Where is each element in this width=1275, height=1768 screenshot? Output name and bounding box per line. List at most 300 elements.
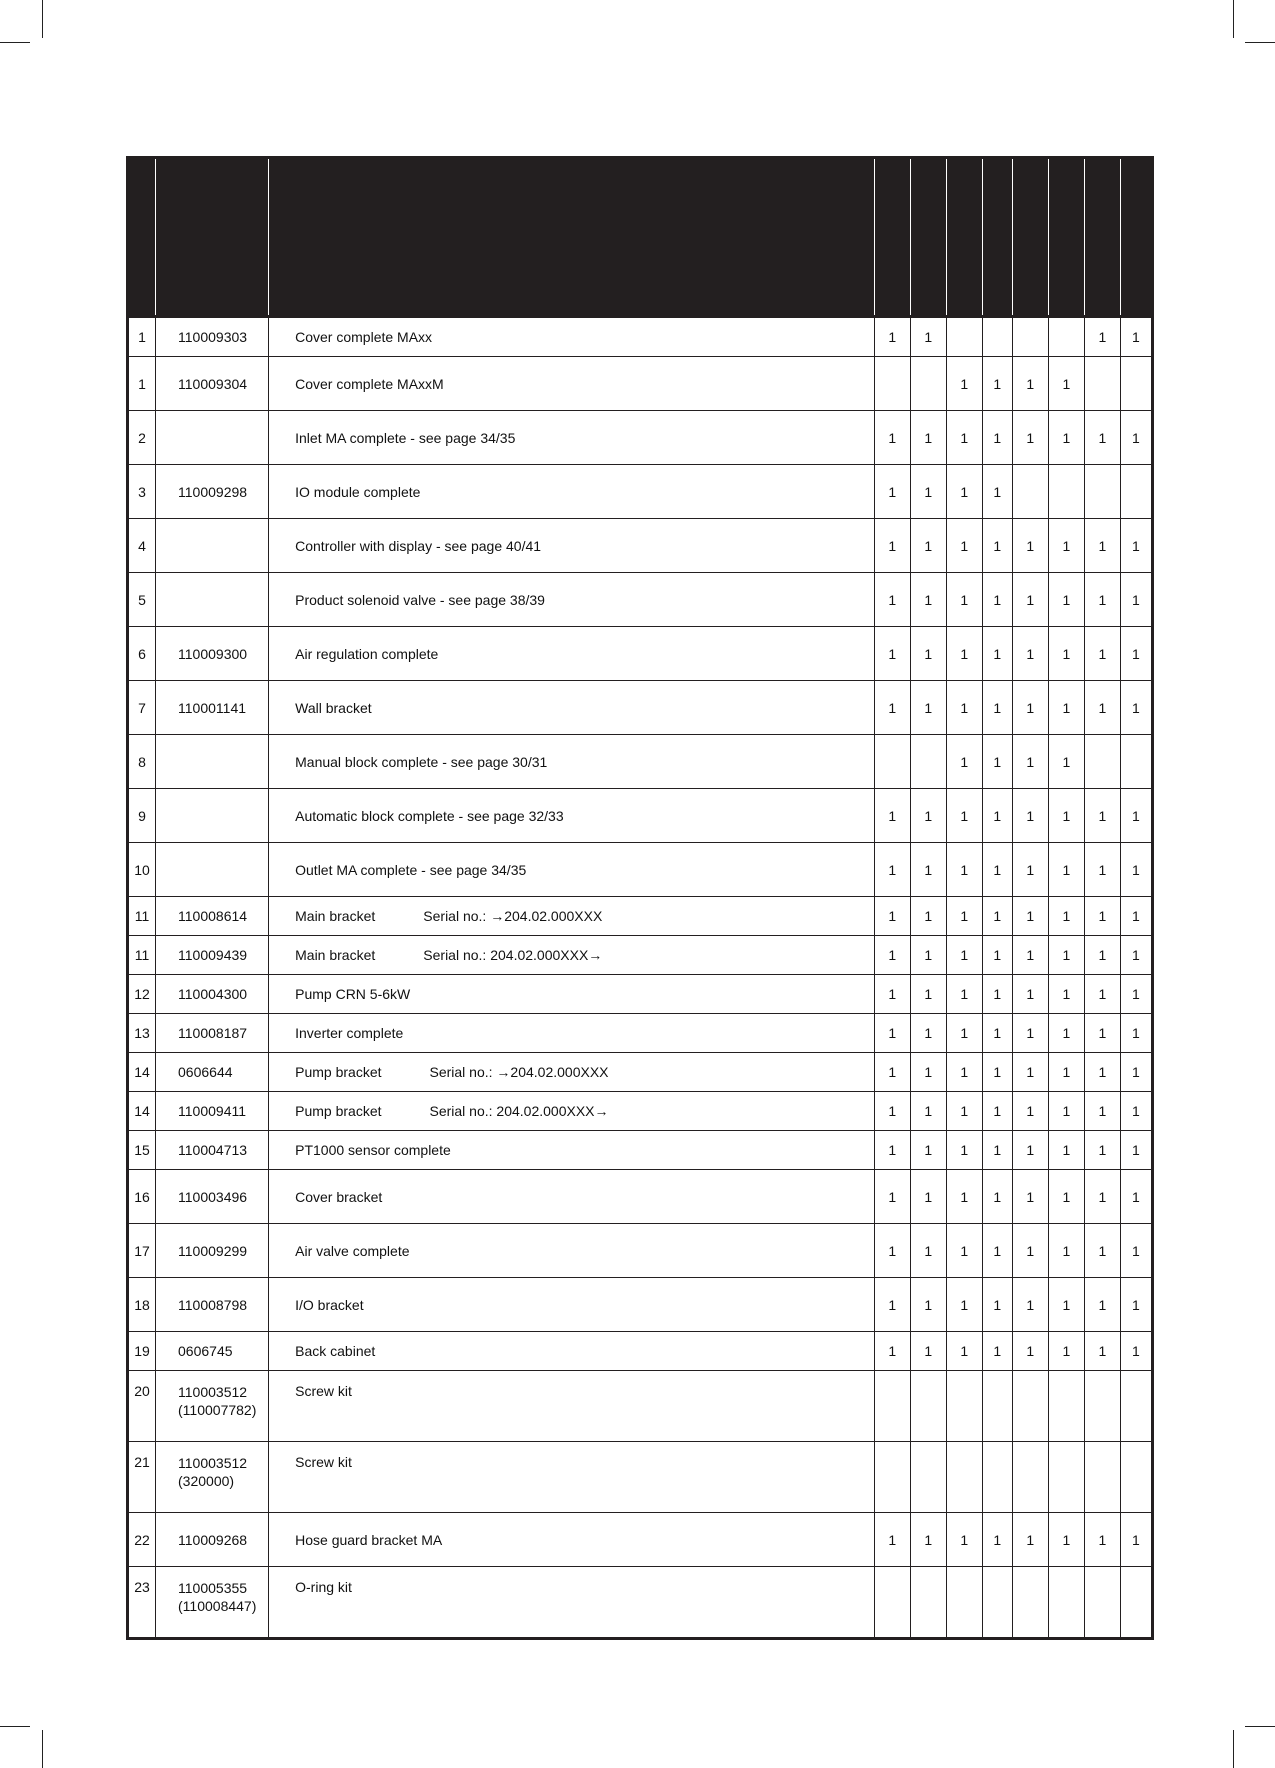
part-number-cell [156,1278,269,1332]
qty-cell: 1 [874,1513,910,1567]
qty-cell: 1 [946,1224,982,1278]
qty-cell: 1 [946,1131,982,1170]
qty-cell: 1 [1048,1278,1084,1332]
table-row [128,897,1153,936]
qty-cell [1048,1442,1084,1513]
qty-cell: 1 [1012,789,1048,843]
pos-cell: 2 [128,411,156,465]
table-row [128,681,1153,735]
qty-cell: 1 [982,936,1012,975]
qty-cell: 1 [910,519,946,573]
qty-cell: 1 [1120,789,1152,843]
description-cell [269,411,875,465]
qty-cell: 1 [946,1278,982,1332]
qty-cell: 1 [946,789,982,843]
description-text: PT1000 sensor complete [295,1142,451,1158]
description-cell [269,1371,875,1442]
qty-cell: 1 [1084,1332,1120,1371]
qty-cell [1048,1567,1084,1639]
description-text: Manual block complete - see page 30/31 [295,753,548,770]
part-number-cell [156,681,269,735]
description-text: Pump CRN 5-6kW [295,986,411,1002]
part-number: 110005355 [178,1580,248,1596]
qty-cell: 1 [1012,735,1048,789]
qty-cell: 1 [1048,1170,1084,1224]
description-text: Main bracket [295,908,376,924]
table-row [128,1513,1153,1567]
part-number: 110009268 [178,1531,248,1548]
pos-cell: 16 [128,1170,156,1224]
description-text: Pump bracket [295,1064,382,1080]
qty-cell: 1 [1012,1332,1048,1371]
header-qty-col [874,158,910,317]
description-text: Back cabinet [295,1343,376,1359]
spare-parts-table [126,156,1154,1640]
qty-cell: 1 [982,1332,1012,1371]
qty-cell: 1 [910,975,946,1014]
pos-cell: 11 [128,936,156,975]
table-row [128,843,1153,897]
qty-cell: 1 [1012,1513,1048,1567]
qty-cell [1048,1371,1084,1442]
qty-cell [1012,1442,1048,1513]
crop-mark [1233,1730,1234,1768]
part-number: 110009300 [178,645,248,662]
qty-cell: 1 [1120,519,1152,573]
table-row [128,1224,1153,1278]
pos-cell: 20 [128,1371,156,1442]
qty-cell: 1 [1012,975,1048,1014]
part-number-cell [156,519,269,573]
qty-cell: 1 [1120,1513,1152,1567]
description-cell [269,975,875,1014]
qty-cell [1120,465,1152,519]
qty-cell: 1 [874,1224,910,1278]
qty-cell: 1 [874,1092,910,1131]
description-cell [269,357,875,411]
table-row [128,1278,1153,1332]
qty-cell: 1 [1120,1224,1152,1278]
qty-cell: 1 [1012,1014,1048,1053]
qty-cell: 1 [946,1170,982,1224]
part-number: 110008187 [178,1025,248,1041]
qty-cell: 1 [1120,1014,1152,1053]
qty-cell: 1 [982,975,1012,1014]
qty-cell: 1 [1048,897,1084,936]
part-number-cell [156,1332,269,1371]
part-number: 110008798 [178,1296,248,1313]
qty-cell: 1 [946,1014,982,1053]
qty-cell: 1 [946,843,982,897]
part-number-cell [156,357,269,411]
part-number-cell [156,1442,269,1513]
qty-cell: 1 [982,789,1012,843]
header-qty-col [910,158,946,317]
qty-cell: 1 [1048,1053,1084,1092]
qty-cell: 1 [1084,1278,1120,1332]
qty-cell: 1 [946,735,982,789]
part-number: 110009304 [178,375,248,392]
qty-cell [1120,1567,1152,1639]
part-number: 110009411 [178,1103,247,1119]
description-cell [269,843,875,897]
qty-cell [910,735,946,789]
qty-cell: 1 [910,627,946,681]
qty-cell: 1 [1120,897,1152,936]
qty-cell: 1 [1048,1131,1084,1170]
qty-cell: 1 [946,627,982,681]
qty-cell [874,1371,910,1442]
part-number: 110003512 [178,1384,248,1400]
qty-cell: 1 [1048,789,1084,843]
qty-cell: 1 [910,789,946,843]
header-part-no [156,158,269,317]
part-number-cell [156,897,269,936]
part-number-cell [156,975,269,1014]
description-text: Inlet MA complete - see page 34/35 [295,429,516,446]
part-number-cell [156,1131,269,1170]
qty-cell: 1 [910,1224,946,1278]
qty-cell: 1 [982,357,1012,411]
description-cell [269,1092,875,1131]
qty-cell [946,1442,982,1513]
qty-cell: 1 [1012,573,1048,627]
part-number: 0606644 [178,1064,233,1080]
qty-cell: 1 [1012,843,1048,897]
qty-cell: 1 [1120,843,1152,897]
qty-cell [1084,357,1120,411]
crop-mark [0,42,30,43]
qty-cell: 1 [910,317,946,357]
pos-cell: 3 [128,465,156,519]
table-row [128,1131,1153,1170]
qty-cell: 1 [946,1092,982,1131]
qty-cell: 1 [1048,627,1084,681]
qty-cell: 1 [1120,317,1152,357]
header-qty-col [1048,158,1084,317]
qty-cell [982,1567,1012,1639]
qty-cell [1012,317,1048,357]
qty-cell: 1 [874,1278,910,1332]
qty-cell: 1 [946,519,982,573]
header-qty-col [1012,158,1048,317]
qty-cell: 1 [1084,897,1120,936]
qty-cell: 1 [1048,735,1084,789]
qty-cell: 1 [946,411,982,465]
part-number-cell [156,1014,269,1053]
qty-cell: 1 [874,1014,910,1053]
part-number-cell [156,735,269,789]
part-number-cell [156,1371,269,1442]
qty-cell: 1 [874,681,910,735]
qty-cell: 1 [1084,317,1120,357]
part-number: 110003512 [178,1455,248,1471]
qty-cell [1084,1567,1120,1639]
header-qty-col [946,158,982,317]
qty-cell: 1 [1048,1513,1084,1567]
pos-cell: 17 [128,1224,156,1278]
qty-cell [874,1442,910,1513]
qty-cell: 1 [1012,1170,1048,1224]
table-row [128,1170,1153,1224]
qty-cell: 1 [1048,1014,1084,1053]
part-number-cell [156,573,269,627]
qty-cell: 1 [1048,411,1084,465]
qty-cell: 1 [874,1332,910,1371]
table-row [128,519,1153,573]
qty-cell: 1 [874,519,910,573]
description-text: Inverter complete [295,1025,404,1041]
qty-cell: 1 [982,627,1012,681]
crop-mark [0,1726,30,1727]
qty-cell: 1 [982,1224,1012,1278]
qty-cell: 1 [1048,975,1084,1014]
header-qty-col [1084,158,1120,317]
part-number-alt: (110008447) [178,1598,257,1614]
table-row [128,789,1153,843]
crop-mark [42,1730,43,1768]
description-cell [269,519,875,573]
qty-cell: 1 [910,573,946,627]
qty-cell: 1 [874,936,910,975]
part-number-cell [156,843,269,897]
description-cell [269,1224,875,1278]
qty-cell: 1 [982,573,1012,627]
description-text: Pump bracket [295,1103,382,1119]
part-number-cell [156,1092,269,1131]
qty-cell: 1 [1084,1092,1120,1131]
qty-cell: 1 [910,843,946,897]
qty-cell [1084,1371,1120,1442]
qty-cell: 1 [1084,411,1120,465]
qty-cell: 1 [1012,411,1048,465]
qty-cell [874,357,910,411]
pos-cell: 14 [128,1053,156,1092]
qty-cell: 1 [1048,573,1084,627]
qty-cell: 1 [1012,1092,1048,1131]
pos-cell: 15 [128,1131,156,1170]
qty-cell: 1 [946,573,982,627]
qty-cell [982,1442,1012,1513]
qty-cell: 1 [946,897,982,936]
qty-cell: 1 [982,1513,1012,1567]
description-cell [269,1278,875,1332]
part-number: 110009439 [178,947,248,963]
qty-cell: 1 [1084,627,1120,681]
qty-cell [982,317,1012,357]
part-number: 110009298 [178,483,248,500]
header-qty-col [982,158,1012,317]
qty-cell: 1 [874,1053,910,1092]
description-cell [269,1442,875,1513]
part-number-cell [156,936,269,975]
header-pos [128,158,156,317]
part-number-cell [156,1513,269,1567]
description-text: Product solenoid valve - see page 38/39 [295,591,545,608]
part-number: 110001141 [178,699,247,716]
description-cell [269,573,875,627]
crop-mark [1245,42,1275,43]
table-row [128,465,1153,519]
qty-cell [1084,1442,1120,1513]
qty-cell: 1 [910,1053,946,1092]
table-row [128,1332,1153,1371]
qty-cell: 1 [982,897,1012,936]
table-row [128,627,1153,681]
qty-cell [1048,465,1084,519]
qty-cell [874,1567,910,1639]
qty-cell [1084,735,1120,789]
qty-cell [1012,1567,1048,1639]
pos-cell: 18 [128,1278,156,1332]
description-cell [269,897,875,936]
qty-cell: 1 [1048,843,1084,897]
qty-cell [1120,735,1152,789]
description-text: Cover bracket [295,1188,383,1205]
qty-cell: 1 [1120,1131,1152,1170]
part-number-alt: (320000) [178,1473,235,1489]
serial-range: Serial no.: →204.02.000XXX [423,908,603,924]
qty-cell: 1 [1012,681,1048,735]
qty-cell: 1 [1012,897,1048,936]
qty-cell: 1 [1120,411,1152,465]
qty-cell: 1 [874,627,910,681]
qty-cell: 1 [946,1332,982,1371]
part-number: 110004713 [178,1142,248,1158]
qty-cell: 1 [1120,627,1152,681]
qty-cell: 1 [982,1131,1012,1170]
description-cell [269,681,875,735]
qty-cell: 1 [910,1092,946,1131]
part-number-alt: (110007782) [178,1402,257,1418]
serial-range: Serial no.: →204.02.000XXX [429,1064,609,1080]
qty-cell: 1 [1120,1278,1152,1332]
qty-cell: 1 [1012,936,1048,975]
description-cell [269,1014,875,1053]
part-number: 110003496 [178,1188,248,1205]
pos-cell: 5 [128,573,156,627]
table-row [128,411,1153,465]
description-cell [269,465,875,519]
qty-cell: 1 [1084,1053,1120,1092]
qty-cell: 1 [910,1278,946,1332]
qty-cell: 1 [1084,843,1120,897]
description-cell [269,1513,875,1567]
table-row [128,1092,1153,1131]
pos-cell: 9 [128,789,156,843]
description-text: Screw kit [295,1383,352,1399]
qty-cell: 1 [1012,627,1048,681]
description-cell [269,1053,875,1092]
qty-cell: 1 [946,681,982,735]
qty-cell: 1 [982,735,1012,789]
qty-cell: 1 [1084,1170,1120,1224]
crop-mark [1245,1726,1275,1727]
qty-cell: 1 [982,1170,1012,1224]
qty-cell [910,1442,946,1513]
qty-cell: 1 [1120,681,1152,735]
qty-cell: 1 [1120,1332,1152,1371]
qty-cell: 1 [874,1131,910,1170]
qty-cell [982,1371,1012,1442]
qty-cell: 1 [946,1053,982,1092]
qty-cell: 1 [874,465,910,519]
qty-cell: 1 [874,1170,910,1224]
pos-cell: 8 [128,735,156,789]
qty-cell: 1 [1120,1053,1152,1092]
qty-cell: 1 [910,897,946,936]
part-number: 0606745 [178,1343,233,1359]
qty-cell: 1 [982,1014,1012,1053]
qty-cell: 1 [910,1014,946,1053]
qty-cell: 1 [910,681,946,735]
table-row [128,1371,1153,1442]
qty-cell: 1 [910,1131,946,1170]
qty-cell [1120,357,1152,411]
qty-cell: 1 [910,1513,946,1567]
table-row [128,735,1153,789]
table-row [128,1567,1153,1639]
qty-cell: 1 [982,1092,1012,1131]
part-number-cell [156,1170,269,1224]
qty-cell: 1 [982,1053,1012,1092]
qty-cell: 1 [1084,1513,1120,1567]
description-cell [269,789,875,843]
qty-cell: 1 [1012,1278,1048,1332]
qty-cell: 1 [1048,1224,1084,1278]
qty-cell: 1 [1012,1224,1048,1278]
qty-cell: 1 [982,681,1012,735]
header-qty-col [1120,158,1152,317]
qty-cell [910,357,946,411]
pos-cell: 4 [128,519,156,573]
qty-cell: 1 [982,465,1012,519]
qty-cell: 1 [1084,1014,1120,1053]
description-text: Screw kit [295,1454,352,1470]
table-row [128,1442,1153,1513]
qty-cell: 1 [1084,573,1120,627]
qty-cell: 1 [1084,789,1120,843]
qty-cell: 1 [910,1170,946,1224]
part-number-cell [156,627,269,681]
part-number: 110009299 [178,1242,248,1259]
qty-cell: 1 [946,936,982,975]
description-text: I/O bracket [295,1296,364,1313]
qty-cell: 1 [874,317,910,357]
qty-cell: 1 [1012,357,1048,411]
qty-cell: 1 [946,465,982,519]
qty-cell: 1 [1012,1131,1048,1170]
serial-range: Serial no.: 204.02.000XXX→ [423,947,603,963]
header-description [269,158,875,317]
qty-cell: 1 [910,411,946,465]
description-cell [269,1332,875,1371]
qty-cell: 1 [1012,1053,1048,1092]
qty-cell: 1 [946,1513,982,1567]
description-text: Cover complete MAxx [295,329,433,345]
part-number-cell [156,411,269,465]
description-cell [269,936,875,975]
part-number-cell [156,789,269,843]
qty-cell: 1 [1120,573,1152,627]
pos-cell: 10 [128,843,156,897]
pos-cell: 13 [128,1014,156,1053]
qty-cell [1048,317,1084,357]
qty-cell [1012,1371,1048,1442]
crop-mark [1233,0,1234,38]
table-row [128,1014,1153,1053]
qty-cell [946,1567,982,1639]
